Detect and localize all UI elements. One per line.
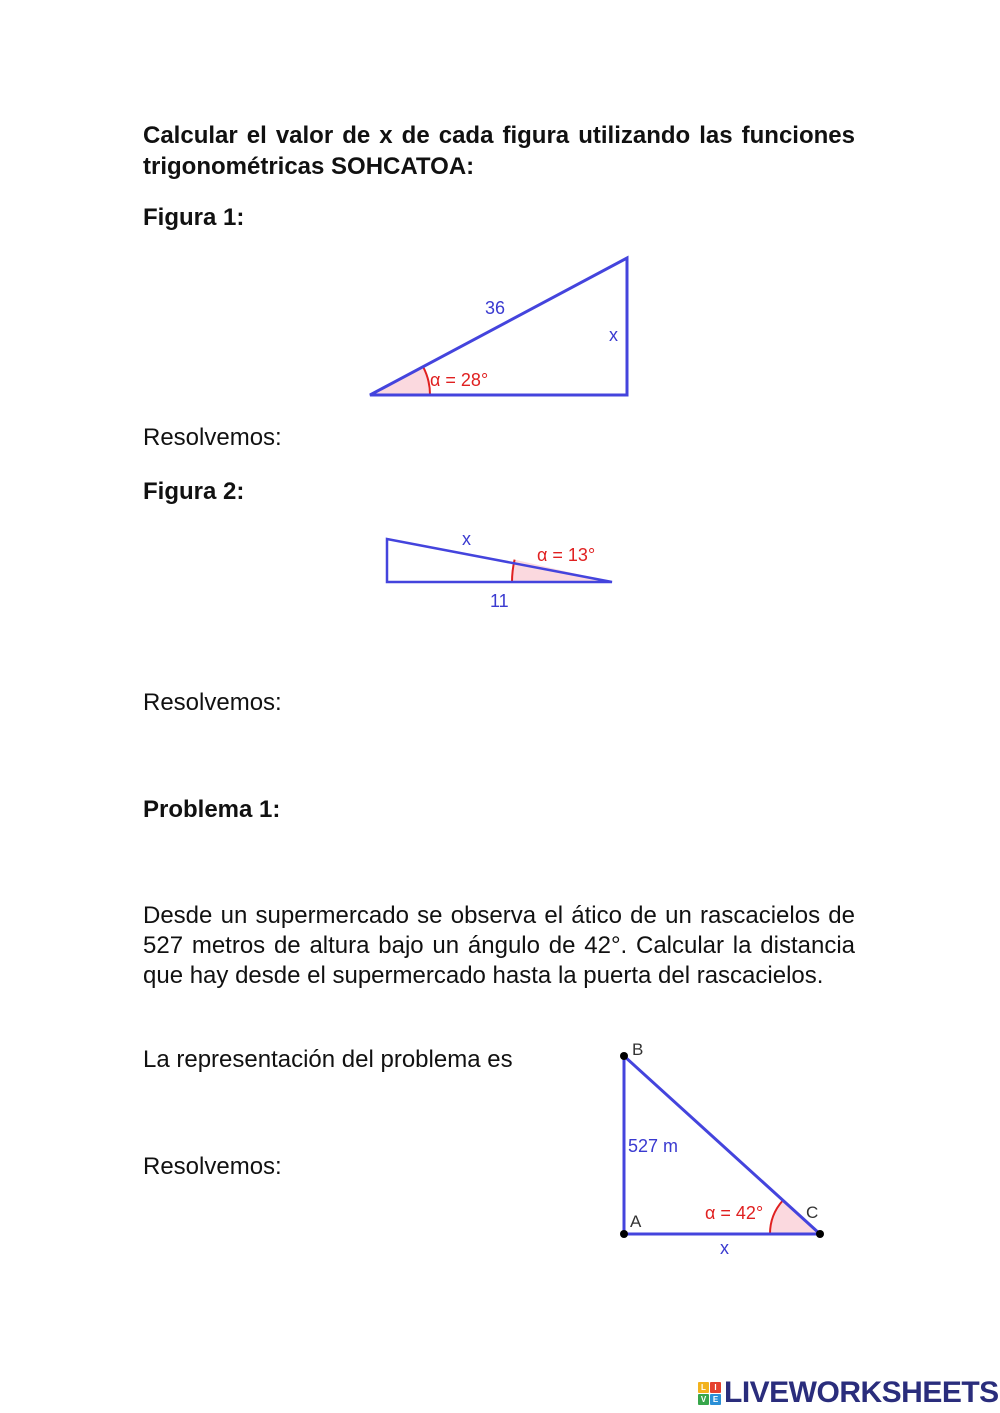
logo-letter-i: I — [710, 1382, 721, 1393]
figure1-angle-label: α = 28° — [430, 370, 489, 390]
instructions-title: Calcular el valor de x de cada figura utilizando las funciones trigonométricas SOHCATOA: — [143, 122, 855, 180]
figure2-resolve-label: Resolvemos: — [143, 689, 282, 716]
vertex-b-label: B — [632, 1040, 644, 1059]
logo-letter-e: E — [710, 1394, 721, 1405]
vertex-b-point — [620, 1052, 628, 1060]
brand-text: LIVEWORKSHEETS — [724, 1376, 999, 1409]
figure2-heading: Figura 2: — [143, 478, 245, 505]
figure2-angle-label: α = 13° — [537, 545, 596, 565]
figure2-diagram — [375, 525, 625, 620]
problem1-base-label: x — [720, 1238, 729, 1258]
vertex-a-point — [620, 1230, 628, 1238]
vertex-c-label: C — [806, 1203, 819, 1222]
figure2-hypotenuse-label: x — [462, 529, 471, 549]
problem1-angle-label: α = 42° — [705, 1203, 764, 1223]
logo-letter-v: V — [698, 1394, 709, 1405]
figure1-hypotenuse-label: 36 — [485, 298, 506, 318]
logo-icon — [698, 1382, 721, 1405]
problem1-height-label: 527 m — [628, 1136, 679, 1156]
figure1-heading: Figura 1: — [143, 204, 245, 231]
problem1-heading: Problema 1: — [143, 796, 281, 823]
figure1-triangle — [370, 258, 627, 395]
figure2-base-label: 11 — [490, 591, 509, 611]
problem1-diagram — [610, 1035, 840, 1260]
problem1-resolve-label: Resolvemos: — [143, 1153, 282, 1180]
liveworksheets-logo — [698, 1375, 999, 1411]
figure1-side-label: x — [609, 325, 618, 345]
vertex-a-label: A — [630, 1212, 642, 1231]
figure1-diagram — [360, 250, 650, 410]
problem1-representation-label: La representación del problema es — [143, 1046, 513, 1073]
figure1-resolve-label: Resolvemos: — [143, 424, 282, 451]
problem1-statement: Desde un supermercado se observa el ático de un rascacielos de 527 metros de altura bajo un ángulo de 42°. Calcular la distancia que hay desde el supermercado hasta la puerta del rascacielos. — [143, 902, 855, 989]
vertex-c-point — [816, 1230, 824, 1238]
logo-letter-l: L — [698, 1382, 709, 1393]
